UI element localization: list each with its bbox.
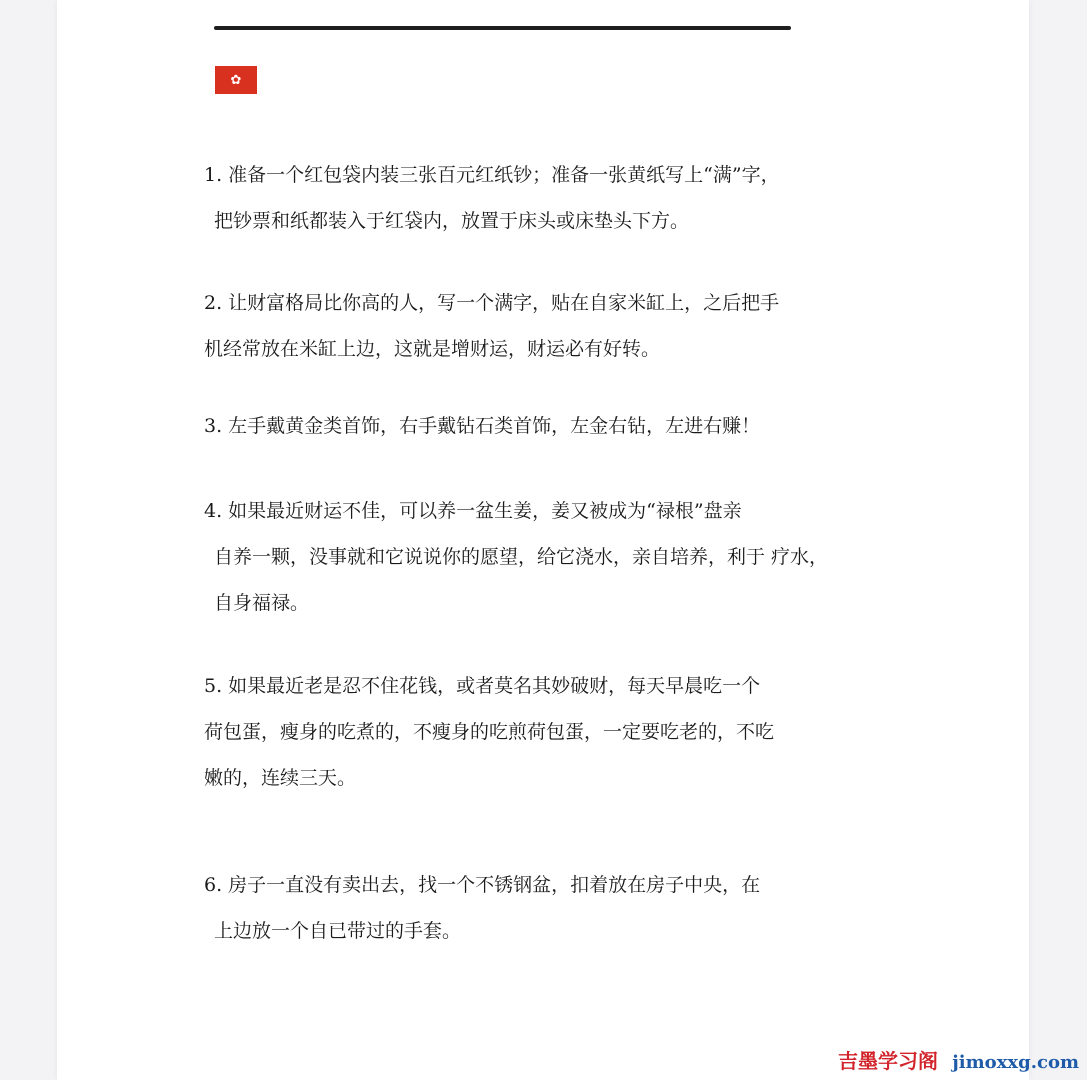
watermark-cn-text: 吉墨学习阁 [837, 1049, 938, 1073]
paragraph-1 [204, 152, 780, 244]
paragraph-line: 自养一颗，没事就和它说说你的愿望，给它浇水，亲自培养，利于 疗水， [214, 546, 829, 568]
watermark-url-text: jimoxxg.com [952, 1052, 1079, 1073]
paragraph-line: 机经常放在米缸上边，这就是增财运，财运必有好转。 [204, 338, 661, 360]
paragraph-line: 上边放一个自已带过的手套。 [214, 920, 462, 942]
paragraph-6 [204, 862, 760, 954]
paragraph-line: 把钞票和纸都装入于红袋内，放置于床头或床垫头下方。 [214, 210, 690, 232]
paragraph-line: 2. 让财富格局比你高的人，写一个满字，贴在自家米缸上，之后把手 [204, 292, 780, 314]
paragraph-line: 1. 准备一个红包袋内装三张百元红纸钞；准备一张黄纸写上“满”字， [204, 164, 780, 186]
paragraph-5 [204, 663, 774, 801]
hong-kong-flag-icon: ✿ [215, 66, 257, 94]
paragraph-line: 6. 房子一直没有卖出去，找一个不锈钢盆，扣着放在房子中央，在 [204, 874, 761, 896]
paragraph-line: 荷包蛋，瘦身的吃煮的，不瘦身的吃煎荷包蛋，一定要吃老的，不吃 [204, 721, 775, 743]
paragraph-line: 5. 如果最近老是忍不住花钱，或者莫名其妙破财，每天早晨吃一个 [204, 675, 761, 697]
paragraph-line: 4. 如果最近财运不佳，可以养一盆生姜，姜又被成为“禄根”盘亲 [204, 500, 742, 522]
document-page [57, 0, 1029, 1080]
paragraph-line: 3. 左手戴黄金类首饰，右手戴钻石类首饰，左金右钻，左进右赚！ [204, 415, 761, 437]
paragraph-line: 嫩的，连续三天。 [204, 767, 357, 789]
paragraph-2 [204, 280, 779, 372]
site-watermark [838, 1045, 1079, 1074]
top-divider [214, 26, 791, 30]
paragraph-3 [204, 403, 760, 449]
paragraph-4 [204, 488, 828, 626]
paragraph-line: 自身福禄。 [214, 592, 310, 614]
